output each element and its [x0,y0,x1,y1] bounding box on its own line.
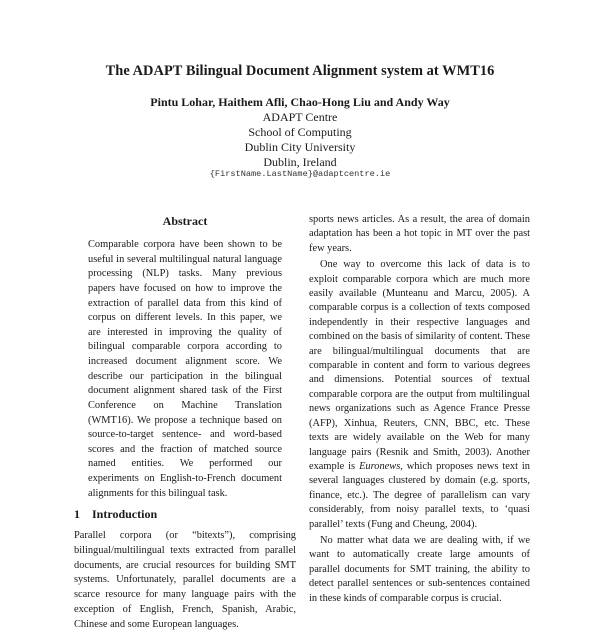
affiliation-centre: ADAPT Centre [262,110,338,124]
section-heading-introduction [74,507,296,522]
paragraph-text-rest: , which proposes news text in several languages clustered by domain (e.g. sports, finance, etc.). The degree of parallelism can vary considerably, from noisy parallel texts, to ‘quasi parallel’ texts (Fung and Cheung, 2004). [309,460,530,530]
paragraph-text: One way to overcome this lack of data is to exploit comparable corpora which are much more easily available (Munteanu and Marcu, 2005). A comparable corpus is a collection of texts composed independently in their respective languages and combined on the basis of similarity of content. These are bilingual/multilingual documents that are comparable in content and form to various degrees and dimensions. Potential sources of textual comparable corpora are the output from multilingual news organizations such as Agence France Presse (AFP), Xinhua, Reuters, CNN, BBC, etc. These texts are widely available on the Web for many language pairs (Resnik and Smith, 2003). Another example is [309,259,530,472]
paragraph-comparable-corpora [309,258,530,532]
paragraph-parallel-detection: No matter what data we are dealing with, if we want to automatically create large amounts of parallel documents for SMT training, the ability to detect parallel sentences or sub-sentences contained in these kinds of comparable corpus is crucial. [309,534,530,604]
abstract-text: Comparable corpora have been shown to be useful in several multilingual natural language processing (NLP) tasks. Many previous papers have focused on how to improve the extraction of parallel data from this kind of corpus on different levels. In this paper, we are interested in improving the quality of bilingual comparable corpora according to increased document alignment score. We describe our participation in the bilingual document alignment shared task of the First Conference on Machine Translation (WMT16). We propose a technique based on source-to-target sentence- and word-based scores and the fraction of matched source named entities. We performed our experiments on English-to-French document alignments for this bilingual task. [88,239,282,499]
paragraph-continuation: sports news articles. As a result, the area of domain adaptation has been a hot topic in MT over the past few years. [309,214,530,254]
euronews-name: Euronews [359,460,401,472]
affiliation-school: School of Computing [248,125,352,139]
paper-title: The ADAPT Bilingual Document Alignment system at WMT16 [105,63,495,79]
affiliation-city: Dublin, Ireland [263,155,337,169]
affiliation-university: Dublin City University [244,140,356,154]
section-number: 1 [74,507,80,521]
author-list: Pintu Lohar, Haithem Afli, Chao-Hong Liu and Andy Way [150,95,450,109]
section-title: Introduction [92,507,158,521]
author-email: {FirstName.LastName}@adaptcentre.ie [209,169,391,179]
introduction-text: Parallel corpora (or “bitexts”), comprising bilingual/multilingual texts extracted from parallel documents, are crucial resources for building SMT systems. Unfortunately, parallel documents are a scarce resource for many language pairs with the exception of English, French, Spanish, Arabic, Chinese and some European languages. [74,530,296,630]
abstract-heading: Abstract [162,214,208,228]
right-column [309,213,530,606]
